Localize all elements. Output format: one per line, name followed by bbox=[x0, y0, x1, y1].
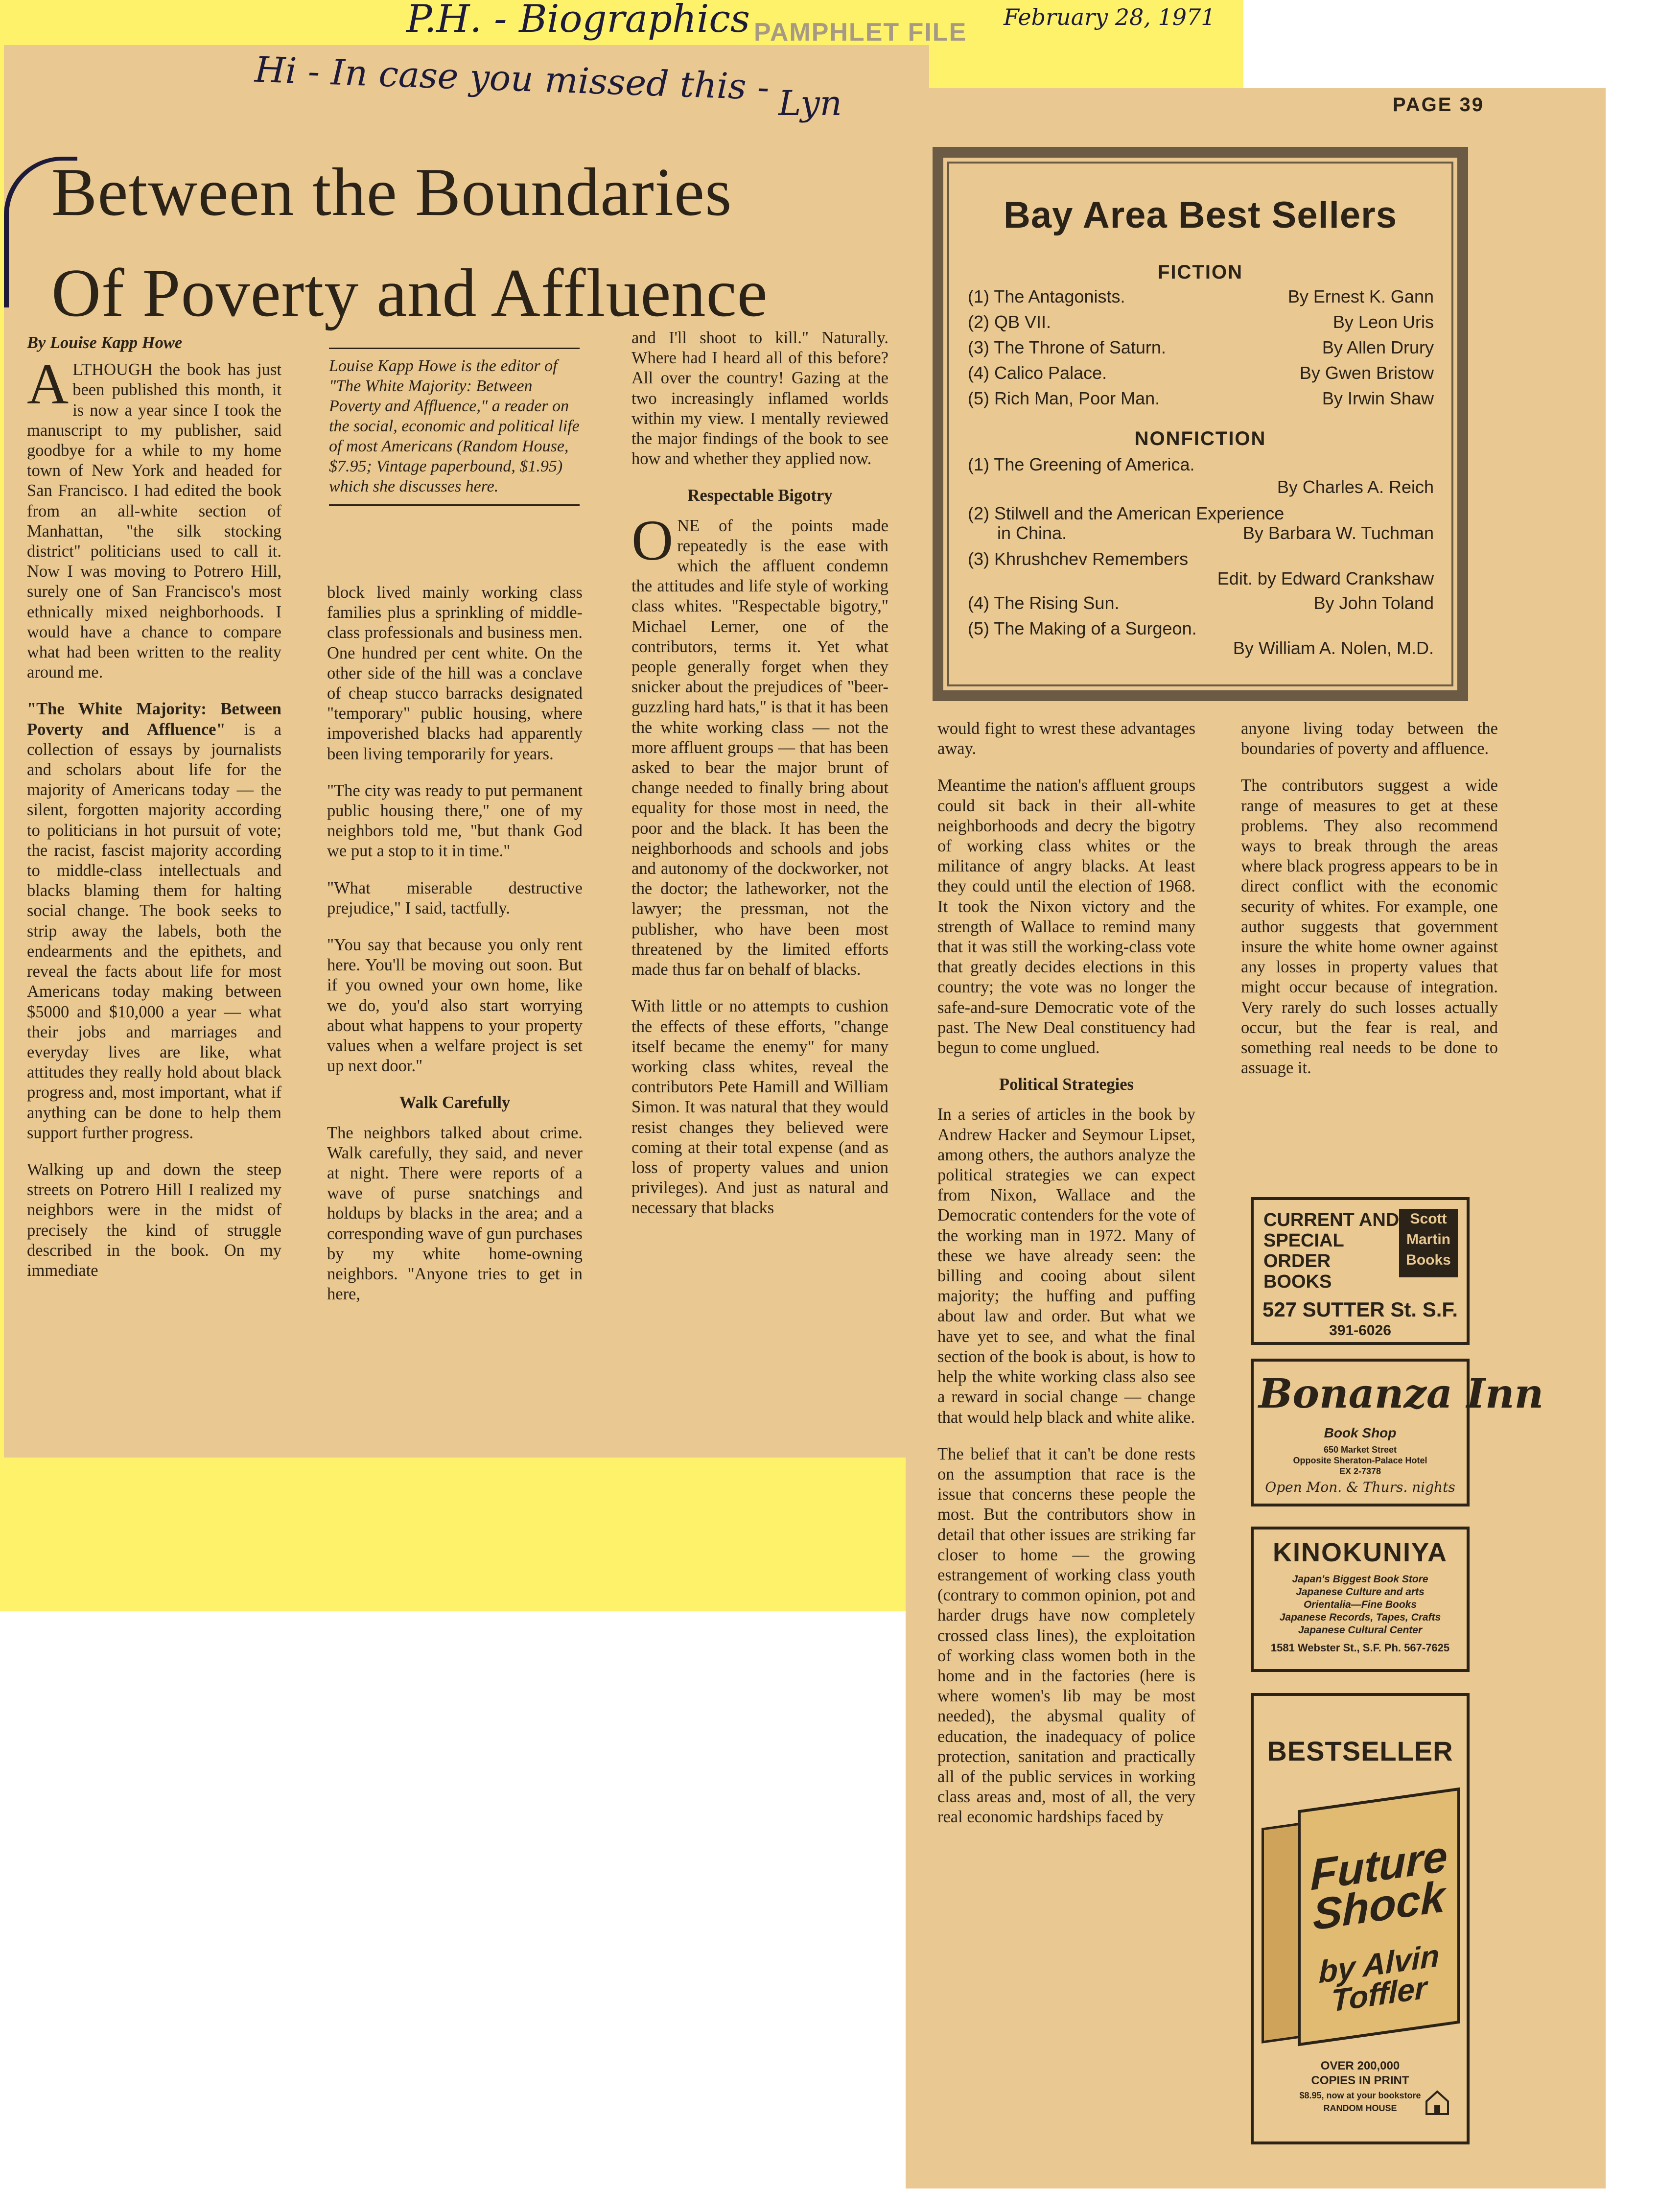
article-paragraph: "The White Majority: Between Poverty and Affluence" is a collection of essays by journalists and scholars about life for the majority of Americans today — the silent, forgotten majority according to politicians in hot pursuit of vote; the racist, fascist majority according to middle-class intellectuals and blacks blaming them for halting social change. The book seeks to strip away the labels, both the endearments and the epithets, and reveal the facts about life for most Americans today making between $5000 and $10,000 a year — what their jobs and marriages and everyday lives are like, what attitudes they really hold about black progress and, most important, what if anything can be done to help them support further progress. bbox=[27, 700, 281, 1142]
author-note-box: Louise Kapp Howe is the editor of "The White Majority: Between Poverty and Affluence," a reader on the social, economic and political life of most Americans (Random House, $7.95; Vintage paperbound, $1.95) which she discusses here. bbox=[329, 348, 580, 506]
book-title: Future Shock bbox=[1310, 1832, 1448, 1940]
article-column-2 bbox=[327, 583, 583, 1321]
ad-line: 650 Market Street bbox=[1323, 1445, 1397, 1455]
nonfiction-item: (3) Khrushchev Remembers Edit. by Edward Crankshaw bbox=[968, 549, 1434, 588]
ad-line: Book Shop bbox=[1324, 1425, 1397, 1440]
best-sellers-box: Bay Area Best Sellers FICTION (1) The Antagonists. By Ernest K. Gann (2) QB VII. By Leon Uris (3) The Throne of Saturn. By Allen Drury (4) Calico Palace. By Gwen Bristow (5) Rich Man, Poor Man. By Irwin Shaw NONFICTION (1) The Greening of America. By Charles A. Reich (2) Stilwell and the American Experience in China. By Barbara W. Tuchman (3) Khrushchev Remembers Edit. by Edward Crankshaw (4) The Rising Sun. By John Toland (5) The Making of a Surgeon. By William A. Nolen, M.D. bbox=[933, 147, 1468, 701]
fiction-heading: FICTION bbox=[1158, 261, 1243, 283]
book-author: by Alvin Toffler bbox=[1318, 1937, 1440, 2019]
handwritten-file-label: P.H. - Biographics bbox=[406, 0, 750, 41]
article-column-5 bbox=[1241, 719, 1498, 1095]
article-paragraph: Meantime the nation's affluent groups could sit back in their all-white neighborhoods and decry the bigotry of working class whites or the militance of angry blacks. At least they could until the election of 1968. It took the Nixon victory and the strength of Wallace to remind many that it was still the working-class vote that greatly decides elections in this country; the vote was no longer the safe-and-sure Democratic vote of the past. The New Deal constituency had begun to come unglued. bbox=[937, 776, 1195, 1058]
pamphlet-file-stamp: PAMPHLET FILE bbox=[754, 18, 967, 47]
article-headline bbox=[51, 142, 768, 344]
nonfiction-item: (2) Stilwell and the American Experience in China. By Barbara W. Tuchman bbox=[968, 503, 1434, 543]
ad-line: Orientalia—Fine Books bbox=[1303, 1599, 1417, 1610]
handwritten-date: February 28, 1971 bbox=[1004, 4, 1215, 30]
ad-price: $8.95, now at your bookstore bbox=[1299, 2091, 1421, 2100]
ad-line: Opposite Sheraton-Palace Hotel bbox=[1293, 1456, 1427, 1465]
headline-line-2: Of Poverty and Affluence bbox=[51, 255, 768, 331]
article-paragraph: "The city was ready to put permanent public housing there," one of my neighbors told me, "but thank God we put a stop to it in time." bbox=[327, 781, 583, 861]
bestseller-headline: BESTSELLER bbox=[1267, 1736, 1453, 1766]
ad-line: Japanese Cultural Center bbox=[1298, 1624, 1423, 1636]
article-paragraph: "What miserable destructive prejudice," I said, tactfully. bbox=[327, 878, 583, 918]
random-house-icon bbox=[1423, 2088, 1452, 2117]
article-paragraph: The neighbors talked about crime. Walk carefully, they said, and never at night. There were reports of a wave of purse snatchings and holdups by blacks in the area; and a corresponding wave of gun purchases by my white home-owning neighbors. "Anyone tries to get in here, bbox=[327, 1123, 583, 1304]
ad-line: Japanese Records, Tapes, Crafts bbox=[1279, 1612, 1441, 1623]
ad-text: CURRENT AND SPECIAL ORDER BOOKS bbox=[1263, 1210, 1400, 1292]
future-shock-book-illustration bbox=[1298, 1788, 1460, 2047]
ad-copies: OVER 200,000 bbox=[1320, 2059, 1400, 2072]
nonfiction-heading: NONFICTION bbox=[1134, 428, 1266, 449]
kinokuniya-name: KINOKUNIYA bbox=[1272, 1538, 1448, 1567]
handwritten-signature: Lyn bbox=[778, 83, 842, 123]
article-paragraph: With little or no attempts to cushion the effects of these efforts, "change itself became the enemy" for many working class whites, reveal the contributors Pete Hamill and William Simon. It was natural that they would resist changes they believed were coming at their total expense (and as loss of property values and union privileges). And just as natural and necessary that blacks bbox=[631, 997, 888, 1218]
bonanza-inn-ad bbox=[1251, 1359, 1544, 1506]
article-paragraph: anyone living today between the boundaries of poverty and affluence. bbox=[1241, 719, 1498, 758]
article-column-3 bbox=[631, 328, 888, 1235]
article-paragraph: In a series of articles in the book by Andrew Hacker and Seymour Lipset, among others, the authors analyze the political strategies we can expect from Nixon, Wallace and the Democratic contenders for the vote of the working man in 1972. Many of these we have already seen: the billing and cooing about silent majority; the huffing and puffing about law and order. But what we have yet to see, and what the final section of the book is about, is how to help the white working class also see a reward in social change — change that would help black and white alike. bbox=[937, 1105, 1195, 1427]
future-shock-ad bbox=[1251, 1693, 1470, 2144]
ad-line: EX 2-7378 bbox=[1339, 1466, 1381, 1476]
ad-line: 1581 Webster St., S.F. Ph. 567-7625 bbox=[1270, 1642, 1450, 1654]
ad-copies-line2: COPIES IN PRINT bbox=[1311, 2074, 1409, 2087]
ad-publisher: RANDOM HOUSE bbox=[1323, 2103, 1397, 2113]
ad-address: 527 SUTTER St. S.F. bbox=[1262, 1298, 1458, 1321]
nonfiction-item: (5) The Making of a Surgeon. By William A. Nolen, M.D. bbox=[968, 618, 1434, 658]
ad-line: Japanese Culture and arts bbox=[1296, 1586, 1425, 1598]
ad-line: Open Mon. & Thurs. nights bbox=[1265, 1479, 1455, 1495]
article-paragraph: The contributors suggest a wide range of measures to get at these problems. They also recommend ways to break through the areas where black progress appears to be in direct conflict with the economic security of whites. For example, one author suggests that government insure the white home owner against any losses in property values that might occur because of integration. Very rarely do such losses actually occur, but the fear is real, and something real needs to be done to assuage it. bbox=[1241, 776, 1498, 1078]
article-paragraph: The belief that it can't be done rests on the assumption that race is the issue that concerns these people the most. But the contributors show in detail that other issues are striking far closer to home — the growing estrangement of working class youth (contrary to common opinion, pot and harder drugs have now completely crossed class lines), the exploitation of working class women both in the home and in the factories (here is where women's lib may be most needed), the abysmal quality of education, the inadequacy of police protection, sanitation and practically all of the public services in working class areas and, most of all, the very real economic hardships faced by bbox=[937, 1444, 1195, 1827]
bonanza-inn-logo: Bonanza Inn bbox=[1259, 1370, 1544, 1417]
article-paragraph: block lived mainly working class families plus a sprinkling of middle-class professionals and business men. One hundred per cent white. On the other side of the hill was a conclave of cheap stucco barracks designated "temporary" public housing, where impoverished blacks had apparently been living temporarily for years. bbox=[327, 583, 583, 763]
article-byline: By Louise Kapp Howe bbox=[27, 333, 183, 352]
subheading-respectable-bigotry: Respectable Bigotry bbox=[687, 486, 833, 505]
article-paragraph: Walking up and down the steep streets on Potrero Hill I realized my neighbors were in the midst of precisely the kind of struggle described in the book. On my immediate bbox=[27, 1160, 281, 1280]
page-number: PAGE 39 bbox=[1393, 94, 1484, 116]
article-column-1 bbox=[27, 333, 281, 1297]
article-paragraph: would fight to wrest these advantages away. bbox=[937, 719, 1195, 758]
article-paragraph: ALTHOUGH the book has just been published this month, it is now a year since I took the manuscript to my publisher, said goodbye for a while to my home town of New York and headed for San Francisco. I had edited the book from an all-white section of Manhattan, "the silk stocking district" politicians used to call it. Now I was moving to Potrero Hill, surely one of San Francisco's most ethnically mixed neighborhoods. I would have a chance to compare what had been written to the reality around me. bbox=[27, 352, 281, 682]
article-paragraph: "You say that because you only rent here. You'll be moving out soon. But if you owned your own home, like we do, you'd also start worrying about what happens to your property values when a welfare project is set up next door." bbox=[327, 936, 583, 1076]
best-sellers-title: Bay Area Best Sellers bbox=[1004, 194, 1397, 236]
article-paragraph: ONE of the points made repeatedly is the ease with which the affluent condemn the attitudes and life style of working class whites. "Respectable bigotry," Michael Lerner, one of the contributors, terms it. Yet what people generally forget when they snicker about the prejudices of "beer-guzzling hard hats," is that it has been the white working class — not the more affluent groups — that has been asked to bear the major brunt of change needed to finally bring about equality for those most in need, the poor and the black. It has been the neighborhoods and schools and jobs and autonomy of the dockworker, not the doctor; the latheworker, not the lawyer; the pressman, not the publisher, who have been most threatened by the limited efforts made thus far on behalf of blacks. bbox=[631, 508, 888, 979]
subheading-political-strategies: Political Strategies bbox=[999, 1075, 1134, 1094]
book-spine bbox=[1262, 1822, 1301, 2043]
drop-cap: A bbox=[27, 352, 69, 417]
scott-martin-books-ad bbox=[1251, 1197, 1470, 1345]
drop-cap: O bbox=[631, 508, 674, 572]
ad-line: Japan's Biggest Book Store bbox=[1292, 1574, 1428, 1585]
handwritten-note: Hi - In case you missed this - bbox=[254, 48, 771, 108]
article-column-4 bbox=[937, 719, 1195, 1844]
kinokuniya-ad bbox=[1251, 1527, 1470, 1672]
scott-martin-logo: Scott Martin Books bbox=[1399, 1209, 1458, 1277]
ad-phone: 391-6026 bbox=[1329, 1322, 1391, 1339]
headline-line-1: Between the Boundaries bbox=[51, 154, 732, 230]
nonfiction-item: (1) The Greening of America. By Charles A. Reich bbox=[968, 454, 1434, 497]
article-paragraph: and I'll shoot to kill." Naturally. Where had I heard all of this before? All over the country! Gazing at the two increasingly inflamed worlds within my view. I mentally reviewed the major findings of the book to see how and whether they applied now. bbox=[631, 329, 888, 469]
subheading-walk-carefully: Walk Carefully bbox=[399, 1093, 511, 1112]
